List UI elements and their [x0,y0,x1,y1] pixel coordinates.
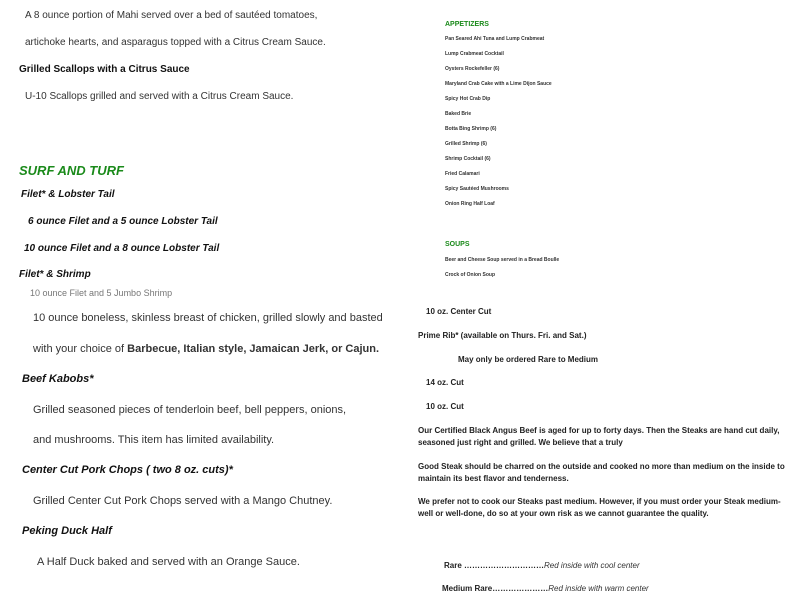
appetizers-heading: APPETIZERS [445,21,489,28]
pork-desc: Grilled Center Cut Pork Chops served with a Mango Chutney. [33,495,333,507]
doneness-label: Medium Rare [442,584,493,593]
appetizer-item: Grilled Shrimp (6) [445,141,487,147]
appetizer-item: Botta Bing Shrimp (6) [445,126,497,132]
kabobs-desc-line2: and mushrooms. This item has limited availability. [33,434,275,446]
cut-14oz: 14 oz. Cut [426,378,464,387]
appetizer-item: Pan Seared Ahi Tuna and Lump Crabmeat [445,36,545,42]
pork-title: Center Cut Pork Chops ( two 8 oz. cuts)* [22,464,233,476]
filet-lobster-title: Filet* & Lobster Tail [21,189,115,200]
doneness-row-medium-rare [442,578,649,596]
mahi-desc-line2: artichoke hearts, and asparagus topped with a Citrus Cream Sauce. [25,37,326,48]
duck-title: Peking Duck Half [22,525,112,537]
soup-item: Crock of Onion Soup [445,272,495,278]
chicken-desc-line1: 10 ounce boneless, skinless breast of chicken, grilled slowly and basted [33,312,383,324]
cut-10oz: 10 oz. Cut [426,402,464,411]
appetizer-item: Onion Ring Half Loaf [445,201,495,207]
doneness-dots: ………………………… [461,561,545,570]
appetizer-item: Spicy Hot Crab Dip [445,96,491,102]
kabobs-title: Beef Kabobs* [22,373,94,385]
surf-turf-heading: SURF AND TURF [19,163,124,178]
soup-item: Beer and Cheese Soup served in a Bread Boulle [445,257,560,263]
appetizer-item: Shrimp Cocktail (6) [445,156,491,162]
doneness-desc: Red inside with cool center [544,561,640,570]
doneness-dots: ………………… [492,584,549,593]
doneness-label: Rare [444,561,462,570]
steak-paragraph-3: We prefer not to cook our Steaks past medium. However, if you must order your Steak medium-well or well-done, do so at your own risk as we cannot guarantee the quality. [418,497,781,518]
mahi-desc-line1: A 8 ounce portion of Mahi served over a bed of sautéed tomatoes, [25,10,318,21]
appetizer-item: Fried Calamari [445,171,480,177]
chicken-desc-prefix: with your choice of [33,343,128,355]
chicken-desc-line2 [33,343,379,355]
appetizer-item: Baked Brie [445,111,472,117]
appetizer-item: Spicy Sautéed Mushrooms [445,186,509,192]
soups-heading: SOUPS [445,241,470,248]
doneness-desc: Red inside with warm center [548,584,649,593]
kabobs-desc-line1: Grilled seasoned pieces of tenderloin beef, bell peppers, onions, [33,404,347,416]
appetizer-item: Maryland Crab Cake with a Lime Dijon Sauce [445,81,552,87]
clipped-line: 10 ounce Filet and 5 Jumbo Shrimp [30,288,173,298]
center-cut: 10 oz. Center Cut [426,307,492,316]
prime-rib-note: May only be ordered Rare to Medium [458,355,599,364]
duck-desc: A Half Duck baked and served with an Orange Sauce. [37,556,300,568]
chicken-sauce-options: Barbecue, Italian style, Jamaican Jerk, or Cajun. [127,343,380,355]
filet-lobster-option-2: 10 ounce Filet and a 8 ounce Lobster Tail [24,243,220,254]
scallops-title: Grilled Scallops with a Citrus Sauce [19,64,190,75]
appetizer-item: Oysters Rockefeller (6) [445,66,500,72]
filet-shrimp-title: Filet* & Shrimp [19,269,91,280]
filet-lobster-option-1: 6 ounce Filet and a 5 ounce Lobster Tail [28,216,218,227]
appetizer-item: Lump Crabmeat Cocktail [445,51,504,57]
steak-paragraph-1: Our Certified Black Angus Beef is aged for up to forty days. Then the Steaks are hand cut daily, seasoned just right and grilled. We believe that a truly [418,426,780,447]
steak-paragraph-2: Good Steak should be charred on the outside and cooked no more than medium on the inside to maintain its best flavor and tenderness. [418,462,785,483]
doneness-row-rare [444,555,640,573]
prime-rib: Prime Rib* (available on Thurs. Fri. and Sat.) [418,331,587,340]
scallops-desc: U-10 Scallops grilled and served with a Citrus Cream Sauce. [25,91,294,102]
